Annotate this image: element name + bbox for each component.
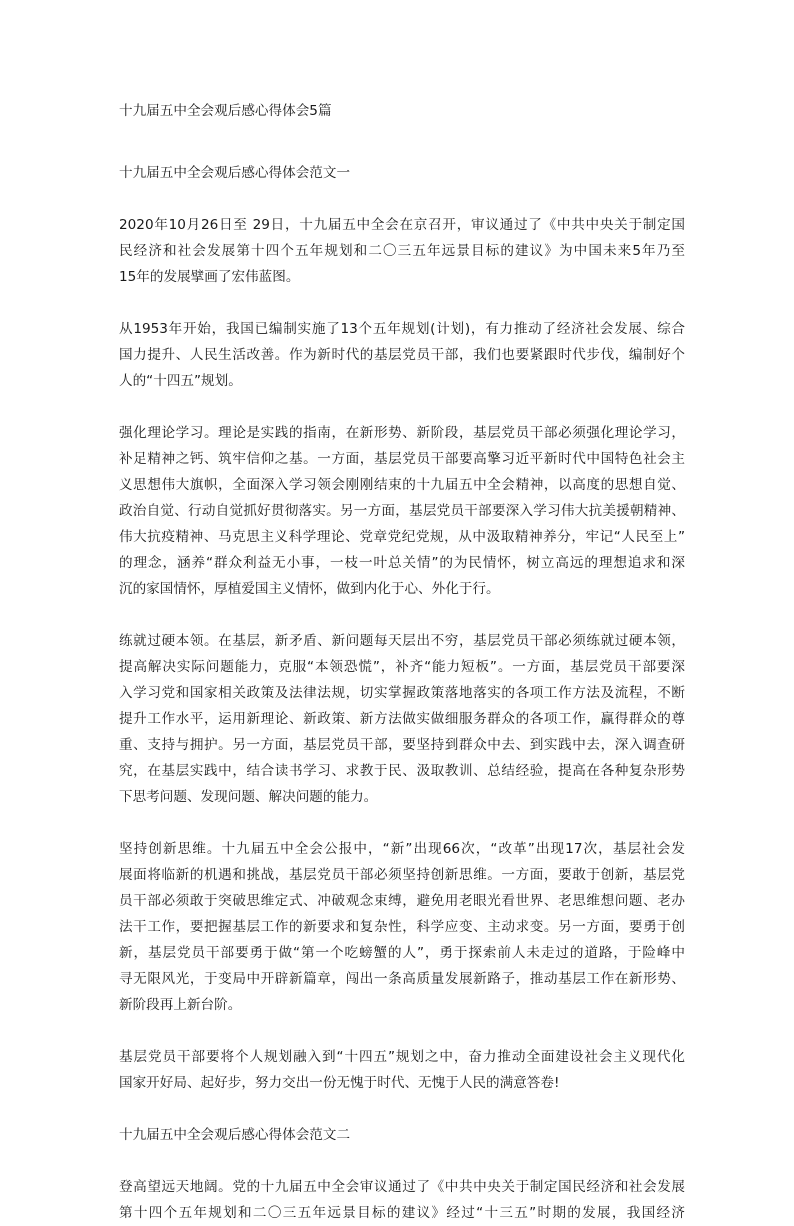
paragraph-line: 提升工作水平，运用新理论、新政策、新方法做实做细服务群众的各项工作，赢得群众的尊 <box>119 711 685 727</box>
paragraph-2 <box>119 316 685 394</box>
paragraph-line: 人的“十四五”规划。 <box>119 373 242 389</box>
paragraph-line: 练就过硬本领。在基层，新矛盾、新问题每天层出不穷，基层党员干部必须练就过硬本领， <box>119 633 685 649</box>
paragraph-line: 从1953年开始，我国已编制实施了13个五年规划(计划)，有力推动了经济社会发展、综合 <box>119 321 685 337</box>
document-title <box>119 98 685 124</box>
paragraph-5 <box>119 836 685 1018</box>
paragraph-line: 国力提升、人民生活改善。作为新时代的基层党员干部，我们也要紧跟时代步伐，编制好个 <box>119 347 685 363</box>
paragraph-line: 15年的发展擘画了宏伟蓝图。 <box>119 269 300 285</box>
paragraph-line: 强化理论学习。理论是实践的指南，在新形势、新阶段，基层党员干部必须强化理论学习， <box>119 425 685 441</box>
paragraph-line: 义思想伟大旗帜，全面深入学习领会刚刚结束的十九届五中全会精神，以高度的思想自觉、 <box>119 477 685 493</box>
paragraph-line: 提高解决实际问题能力，克服“本领恐慌”，补齐“能力短板”。一方面，基层党员干部要深 <box>119 659 685 675</box>
paragraph-line: 补足精神之钙、筑牢信仰之基。一方面，基层党员干部要高擎习近平新时代中国特色社会主 <box>119 451 685 467</box>
paragraph-line: 入学习党和国家相关政策及法律法规，切实掌握政策落地落实的各项工作方法及流程，不断 <box>119 685 685 701</box>
section-2-heading <box>119 1122 685 1148</box>
section-1-heading-text: 十九届五中全会观后感心得体会范文一 <box>119 165 351 181</box>
paragraph-line: 寻无限风光，于变局中开辟新篇章，闯出一条高质量发展新路子，推动基层工作在新形势、 <box>119 971 685 987</box>
paragraph-3 <box>119 420 685 602</box>
paragraph-line: 新，基层党员干部要勇于做“第一个吃螃蟹的人”，勇于探索前人未走过的道路，于险峰中 <box>119 945 685 961</box>
section-1-heading <box>119 160 685 186</box>
paragraph-line: 下思考问题、发现问题、解决问题的能力。 <box>119 789 378 805</box>
paragraph-line: 登高望远天地阔。党的十九届五中全会审议通过了《中共中央关于制定国民经济和社会发展 <box>119 1179 685 1195</box>
document-page <box>119 98 685 1226</box>
paragraph-line: 员干部必须敢于突破思维定式、冲破观念束缚，避免用老眼光看世界、老思维想问题、老办 <box>119 893 685 909</box>
paragraph-line: 究，在基层实践中，结合读书学习、求教于民、汲取教训、总结经验，提高在各种复杂形势 <box>119 763 685 779</box>
paragraph-line: 政治自觉、行动自觉抓好贯彻落实。另一方面，基层党员干部要深入学习伟大抗美援朝精神、 <box>119 503 685 519</box>
paragraph-4 <box>119 628 685 810</box>
paragraph-line: 坚持创新思维。十九届五中全会公报中，“新”出现66次，“改革”出现17次，基层社会发 <box>119 841 685 857</box>
paragraph-line: 重、支持与拥护。另一方面，基层党员干部，要坚持到群众中去、到实践中去，深入调查研 <box>119 737 685 753</box>
paragraph-line: 第十四个五年规划和二〇三五年远景目标的建议》经过“十三五”时期的发展，我国经济 <box>119 1205 685 1221</box>
paragraph-line: 民经济和社会发展第十四个五年规划和二〇三五年远景目标的建议》为中国未来5年乃至 <box>119 243 685 259</box>
paragraph-line: 展面将临新的机遇和挑战，基层党员干部必须坚持创新思维。一方面，要敢于创新，基层党 <box>119 867 685 883</box>
paragraph-line: 2020年10月26日至 29日，十九届五中全会在京召开，审议通过了《中共中央关于制定国 <box>119 217 685 233</box>
paragraph-6 <box>119 1044 685 1096</box>
paragraph-line: 国家开好局、起好步，努力交出一份无愧于时代、无愧于人民的满意答卷! <box>119 1075 560 1091</box>
section-2-paragraph <box>119 1174 685 1226</box>
paragraph-line: 新阶段再上新台阶。 <box>119 997 242 1013</box>
paragraph-line: 基层党员干部要将个人规划融入到“十四五”规划之中，奋力推动全面建设社会主义现代化 <box>119 1049 685 1065</box>
paragraph-line: 法干工作，要把握基层工作的新要求和复杂性，科学应变、主动求变。另一方面，要勇于创 <box>119 919 685 935</box>
paragraph-line: 沉的家国情怀，厚植爱国主义情怀，做到内化于心、外化于行。 <box>119 581 500 597</box>
section-2-heading-text: 十九届五中全会观后感心得体会范文二 <box>119 1127 351 1143</box>
paragraph-line: 的理念，涵养“群众利益无小事，一枝一叶总关情”的为民情怀，树立高远的理想追求和深 <box>119 555 685 571</box>
document-title-text: 十九届五中全会观后感心得体会5篇 <box>119 103 332 119</box>
paragraph-line: 伟大抗疫精神、马克思主义科学理论、党章党纪党规，从中汲取精神养分，牢记“人民至上” <box>119 529 685 545</box>
paragraph-1 <box>119 212 685 290</box>
